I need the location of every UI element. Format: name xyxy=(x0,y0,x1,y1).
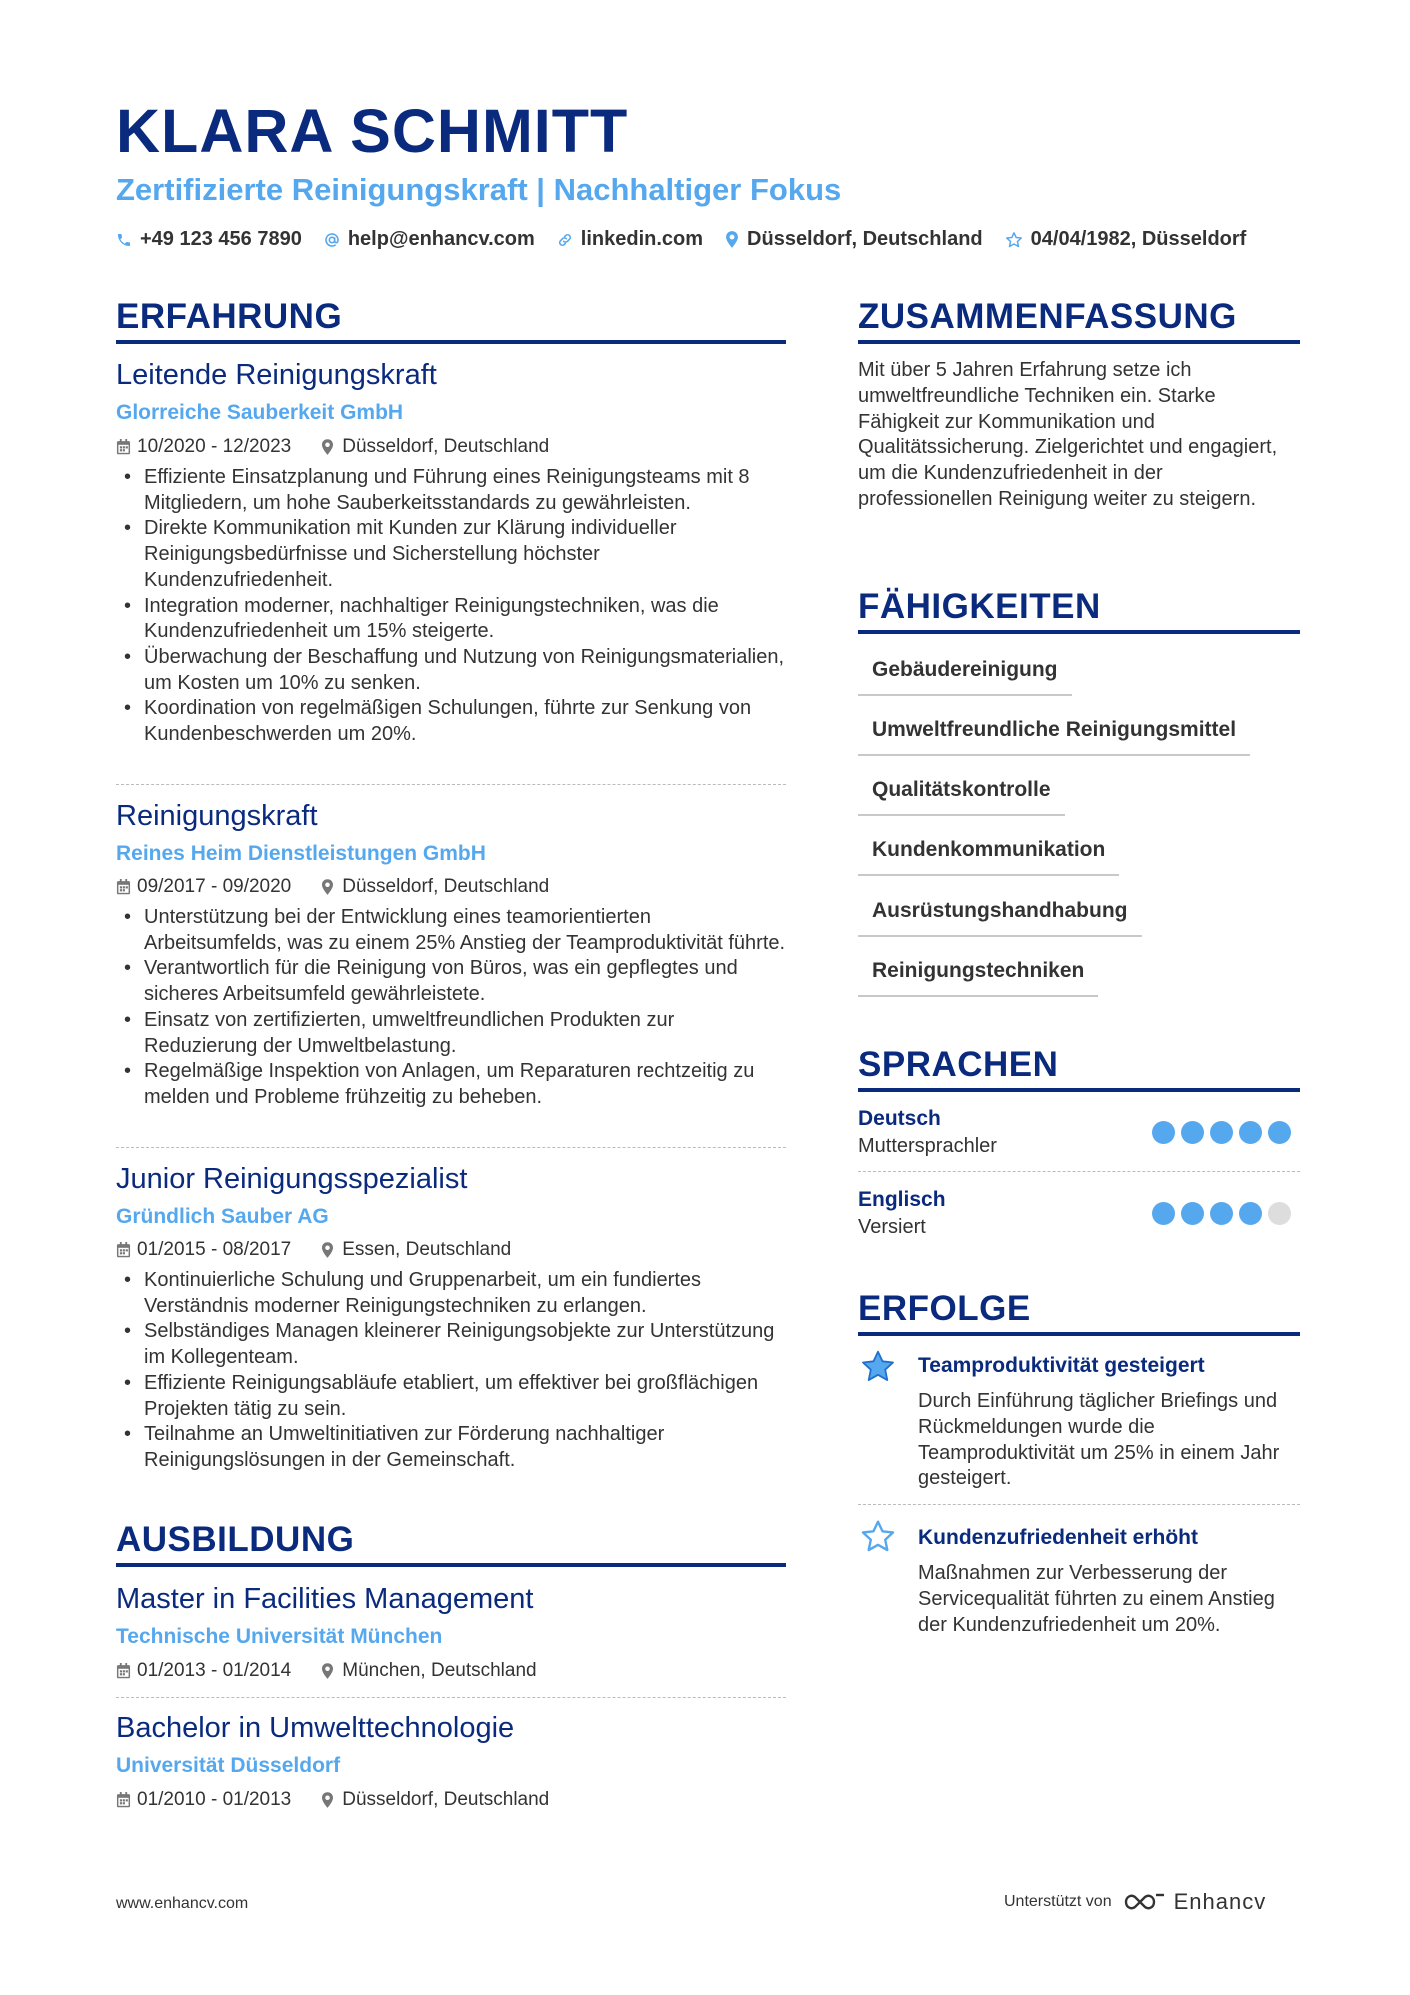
bullet-item: • Koordination von regelmäßigen Schulungen, führte zur Senkung von Kundenbeschwerden um 20%. xyxy=(116,696,786,747)
rating-dot-filled xyxy=(1239,1202,1262,1225)
language-divider xyxy=(858,1171,1300,1172)
education-location xyxy=(321,1660,536,1682)
bullet-item: • Regelmäßige Inspektion von Anlagen, um Reparaturen rechtzeitig zu melden und Probleme frühzeitig zu beheben. xyxy=(116,1059,786,1110)
achievement-title: Kundenzufriedenheit erhöht xyxy=(918,1526,1198,1549)
company-name: Reines Heim Dienstleistungen GmbH xyxy=(116,842,486,865)
degree-title: Bachelor in Umwelttechnologie xyxy=(116,1712,515,1744)
rating-dot-filled xyxy=(1210,1202,1233,1225)
phone-icon xyxy=(116,232,132,248)
calendar-icon xyxy=(116,1663,131,1679)
bullet-item: • Teilnahme an Umweltinitiativen zur Förderung nachhaltiger Reinigungslösungen in der Gemeinschaft. xyxy=(116,1422,786,1473)
job-location-text: Essen, Deutschland xyxy=(342,1239,512,1260)
language-level: Versiert xyxy=(858,1216,926,1238)
calendar-icon xyxy=(116,879,131,895)
job-meta xyxy=(116,876,549,898)
contact-email[interactable] xyxy=(324,228,535,251)
link-icon xyxy=(557,232,573,248)
language-rating xyxy=(1152,1202,1297,1225)
contact-location xyxy=(725,228,983,251)
job-location xyxy=(321,436,549,458)
achievements-heading: ERFOLGE xyxy=(858,1289,1031,1328)
calendar-icon xyxy=(116,1792,131,1808)
candidate-name: KLARA SCHMITT xyxy=(116,97,629,165)
job-location xyxy=(321,1239,511,1261)
school-name: Technische Universität München xyxy=(116,1625,443,1648)
bullet-item: • Effiziente Reinigungsabläufe etabliert, um effektiver bei großflächigen Projekten tätig zu sein. xyxy=(116,1371,786,1422)
email-text: help@enhancv.com xyxy=(347,228,535,250)
bullet-item: • Kontinuierliche Schulung und Gruppenarbeit, um ein fundiertes Verständnis moderner Reinigungstechniken zu erlangen. xyxy=(116,1268,786,1319)
degree-title: Master in Facilities Management xyxy=(116,1583,534,1615)
location-pin-icon xyxy=(725,231,739,248)
education-heading: AUSBILDUNG xyxy=(116,1520,355,1559)
rating-dot-filled xyxy=(1210,1121,1233,1144)
contact-birth xyxy=(1005,228,1247,251)
job-title: Leitende Reinigungskraft xyxy=(116,359,437,391)
skill-tag: Qualitätskontrolle xyxy=(858,778,1065,816)
skill-tag: Reinigungstechniken xyxy=(858,959,1098,997)
job-dates: 01/2015 - 08/2017 xyxy=(137,1239,292,1260)
location-pin-icon xyxy=(321,1792,334,1808)
job-title: Reinigungskraft xyxy=(116,800,318,832)
skill-tag: Kundenkommunikation xyxy=(858,838,1119,876)
job-divider xyxy=(116,1147,786,1148)
language-rating xyxy=(1152,1121,1297,1144)
skills-rule xyxy=(858,630,1300,634)
linkedin-text: linkedin.com xyxy=(580,228,704,250)
rating-dot-filled xyxy=(1181,1202,1204,1225)
job-meta xyxy=(116,436,549,458)
star-outline-icon xyxy=(1005,231,1023,249)
education-location xyxy=(321,1789,549,1811)
rating-dot-filled xyxy=(1152,1121,1175,1144)
education-dates: 01/2013 - 01/2014 xyxy=(137,1660,292,1681)
enhancv-logo-icon xyxy=(1122,1889,1168,1915)
powered-by-text: Unterstützt von xyxy=(1004,1893,1112,1910)
job-bullets xyxy=(116,465,786,748)
headline: Zertifizierte Reinigungskraft | Nachhaltiger Fokus xyxy=(116,172,842,207)
job-bullets xyxy=(116,905,786,1111)
summary-text: Mit über 5 Jahren Erfahrung setze ich umweltfreundliche Techniken ein. Starke Fähigkeit zur Kommunikation und Qualitätssicherung. Zielgerichtet und engagiert, um die Kundenzufriedenheit in der professionellen Reinigung weiter zu steigern. xyxy=(858,359,1278,510)
at-icon xyxy=(324,232,340,248)
languages-rule xyxy=(858,1088,1300,1092)
rating-dot-filled xyxy=(1239,1121,1262,1144)
school-name: Universität Düsseldorf xyxy=(116,1754,341,1777)
rating-dot-filled xyxy=(1181,1121,1204,1144)
languages-heading: SPRACHEN xyxy=(858,1045,1059,1084)
rating-dot-filled xyxy=(1268,1121,1291,1144)
bullet-item: • Einsatz von zertifizierten, umweltfreundlichen Produkten zur Reduzierung der Umweltbelastung. xyxy=(116,1008,786,1059)
calendar-icon xyxy=(116,1242,131,1258)
job-title: Junior Reinigungsspezialist xyxy=(116,1163,468,1195)
star-outline-icon xyxy=(860,1519,896,1555)
footer-website[interactable]: www.enhancv.com xyxy=(116,1895,249,1912)
bullet-item: • Integration moderner, nachhaltiger Reinigungstechniken, was die Kundenzufriedenheit um 15% steigerte. xyxy=(116,594,786,645)
education-location-text: München, Deutschland xyxy=(342,1660,537,1681)
footer-branding xyxy=(1004,1889,1266,1915)
job-location-text: Düsseldorf, Deutschland xyxy=(342,436,550,457)
achievement-title: Teamproduktivität gesteigert xyxy=(918,1354,1205,1377)
education-meta xyxy=(116,1660,537,1682)
experience-heading: ERFAHRUNG xyxy=(116,297,343,336)
contact-linkedin[interactable] xyxy=(557,228,703,251)
skill-tag: Umweltfreundliche Reinigungsmittel xyxy=(858,718,1250,756)
education-location-text: Düsseldorf, Deutschland xyxy=(342,1789,550,1810)
bullet-item: • Unterstützung bei der Entwicklung eines teamorientierten Arbeitsumfelds, was zu einem 25% Anstieg der Teamproduktivität führte. xyxy=(116,905,786,956)
rating-dot-filled xyxy=(1152,1202,1175,1225)
bullet-item: • Effiziente Einsatzplanung und Führung eines Reinigungsteams mit 8 Mitgliedern, um hohe Sauberkeitsstandards zu gewährleisten. xyxy=(116,465,786,516)
job-divider xyxy=(116,784,786,785)
education-rule xyxy=(116,1563,786,1567)
phone-text: +49 123 456 7890 xyxy=(140,228,302,250)
contact-bar xyxy=(116,228,1268,251)
skill-tag: Gebäudereinigung xyxy=(858,658,1072,696)
location-pin-icon xyxy=(321,1663,334,1679)
job-dates: 10/2020 - 12/2023 xyxy=(137,436,292,457)
education-divider xyxy=(116,1697,786,1698)
location-pin-icon xyxy=(321,879,334,895)
summary-heading: ZUSAMMENFASSUNG xyxy=(858,297,1237,336)
language-level: Muttersprachler xyxy=(858,1135,997,1157)
achievement-text: Maßnahmen zur Verbesserung der Servicequalität führten zu einem Anstieg der Kundenzufriedenheit um 20%. xyxy=(918,1562,1275,1636)
skill-tag: Ausrüstungshandhabung xyxy=(858,899,1142,937)
job-bullets xyxy=(116,1268,786,1474)
bullet-item: • Direkte Kommunikation mit Kunden zur Klärung individueller Reinigungsbedürfnisse und Sicherstellung höchster Kundenzufriedenheit. xyxy=(116,516,786,593)
achievement-divider xyxy=(858,1504,1300,1505)
rating-dot-empty xyxy=(1268,1202,1291,1225)
achievement-text: Durch Einführung täglicher Briefings und Rückmeldungen wurde die Teamproduktivität um 25% in einem Jahr gesteigert. xyxy=(918,1390,1280,1490)
achievements-rule xyxy=(858,1332,1300,1336)
bullet-item: • Verantwortlich für die Reinigung von Büros, was ein gepflegtes und sicheres Arbeitsumfeld gewährleistete. xyxy=(116,956,786,1007)
job-dates: 09/2017 - 09/2020 xyxy=(137,876,292,897)
location-text: Düsseldorf, Deutschland xyxy=(747,228,983,250)
brand-name: Enhancv xyxy=(1173,1889,1267,1914)
language-name: Deutsch xyxy=(858,1107,941,1130)
location-pin-icon xyxy=(321,1242,334,1258)
education-dates: 01/2010 - 01/2013 xyxy=(137,1789,292,1810)
job-meta xyxy=(116,1239,511,1261)
bullet-item: • Selbständiges Managen kleinerer Reinigungsobjekte zur Unterstützung im Kollegenteam. xyxy=(116,1319,786,1370)
job-location xyxy=(321,876,549,898)
skills-heading: FÄHIGKEITEN xyxy=(858,587,1101,626)
job-location-text: Düsseldorf, Deutschland xyxy=(342,876,550,897)
company-name: Glorreiche Sauberkeit GmbH xyxy=(116,401,404,424)
language-name: Englisch xyxy=(858,1188,946,1211)
education-meta xyxy=(116,1789,549,1811)
contact-phone[interactable] xyxy=(116,228,302,251)
company-name: Gründlich Sauber AG xyxy=(116,1205,329,1228)
bullet-item: • Überwachung der Beschaffung und Nutzung von Reinigungsmaterialien, um Kosten um 10% zu senken. xyxy=(116,645,786,696)
star-filled-icon xyxy=(860,1349,896,1385)
birth-text: 04/04/1982, Düsseldorf xyxy=(1030,228,1247,250)
summary-rule xyxy=(858,340,1300,344)
calendar-icon xyxy=(116,439,131,455)
location-pin-icon xyxy=(321,439,334,455)
experience-rule xyxy=(116,340,786,344)
